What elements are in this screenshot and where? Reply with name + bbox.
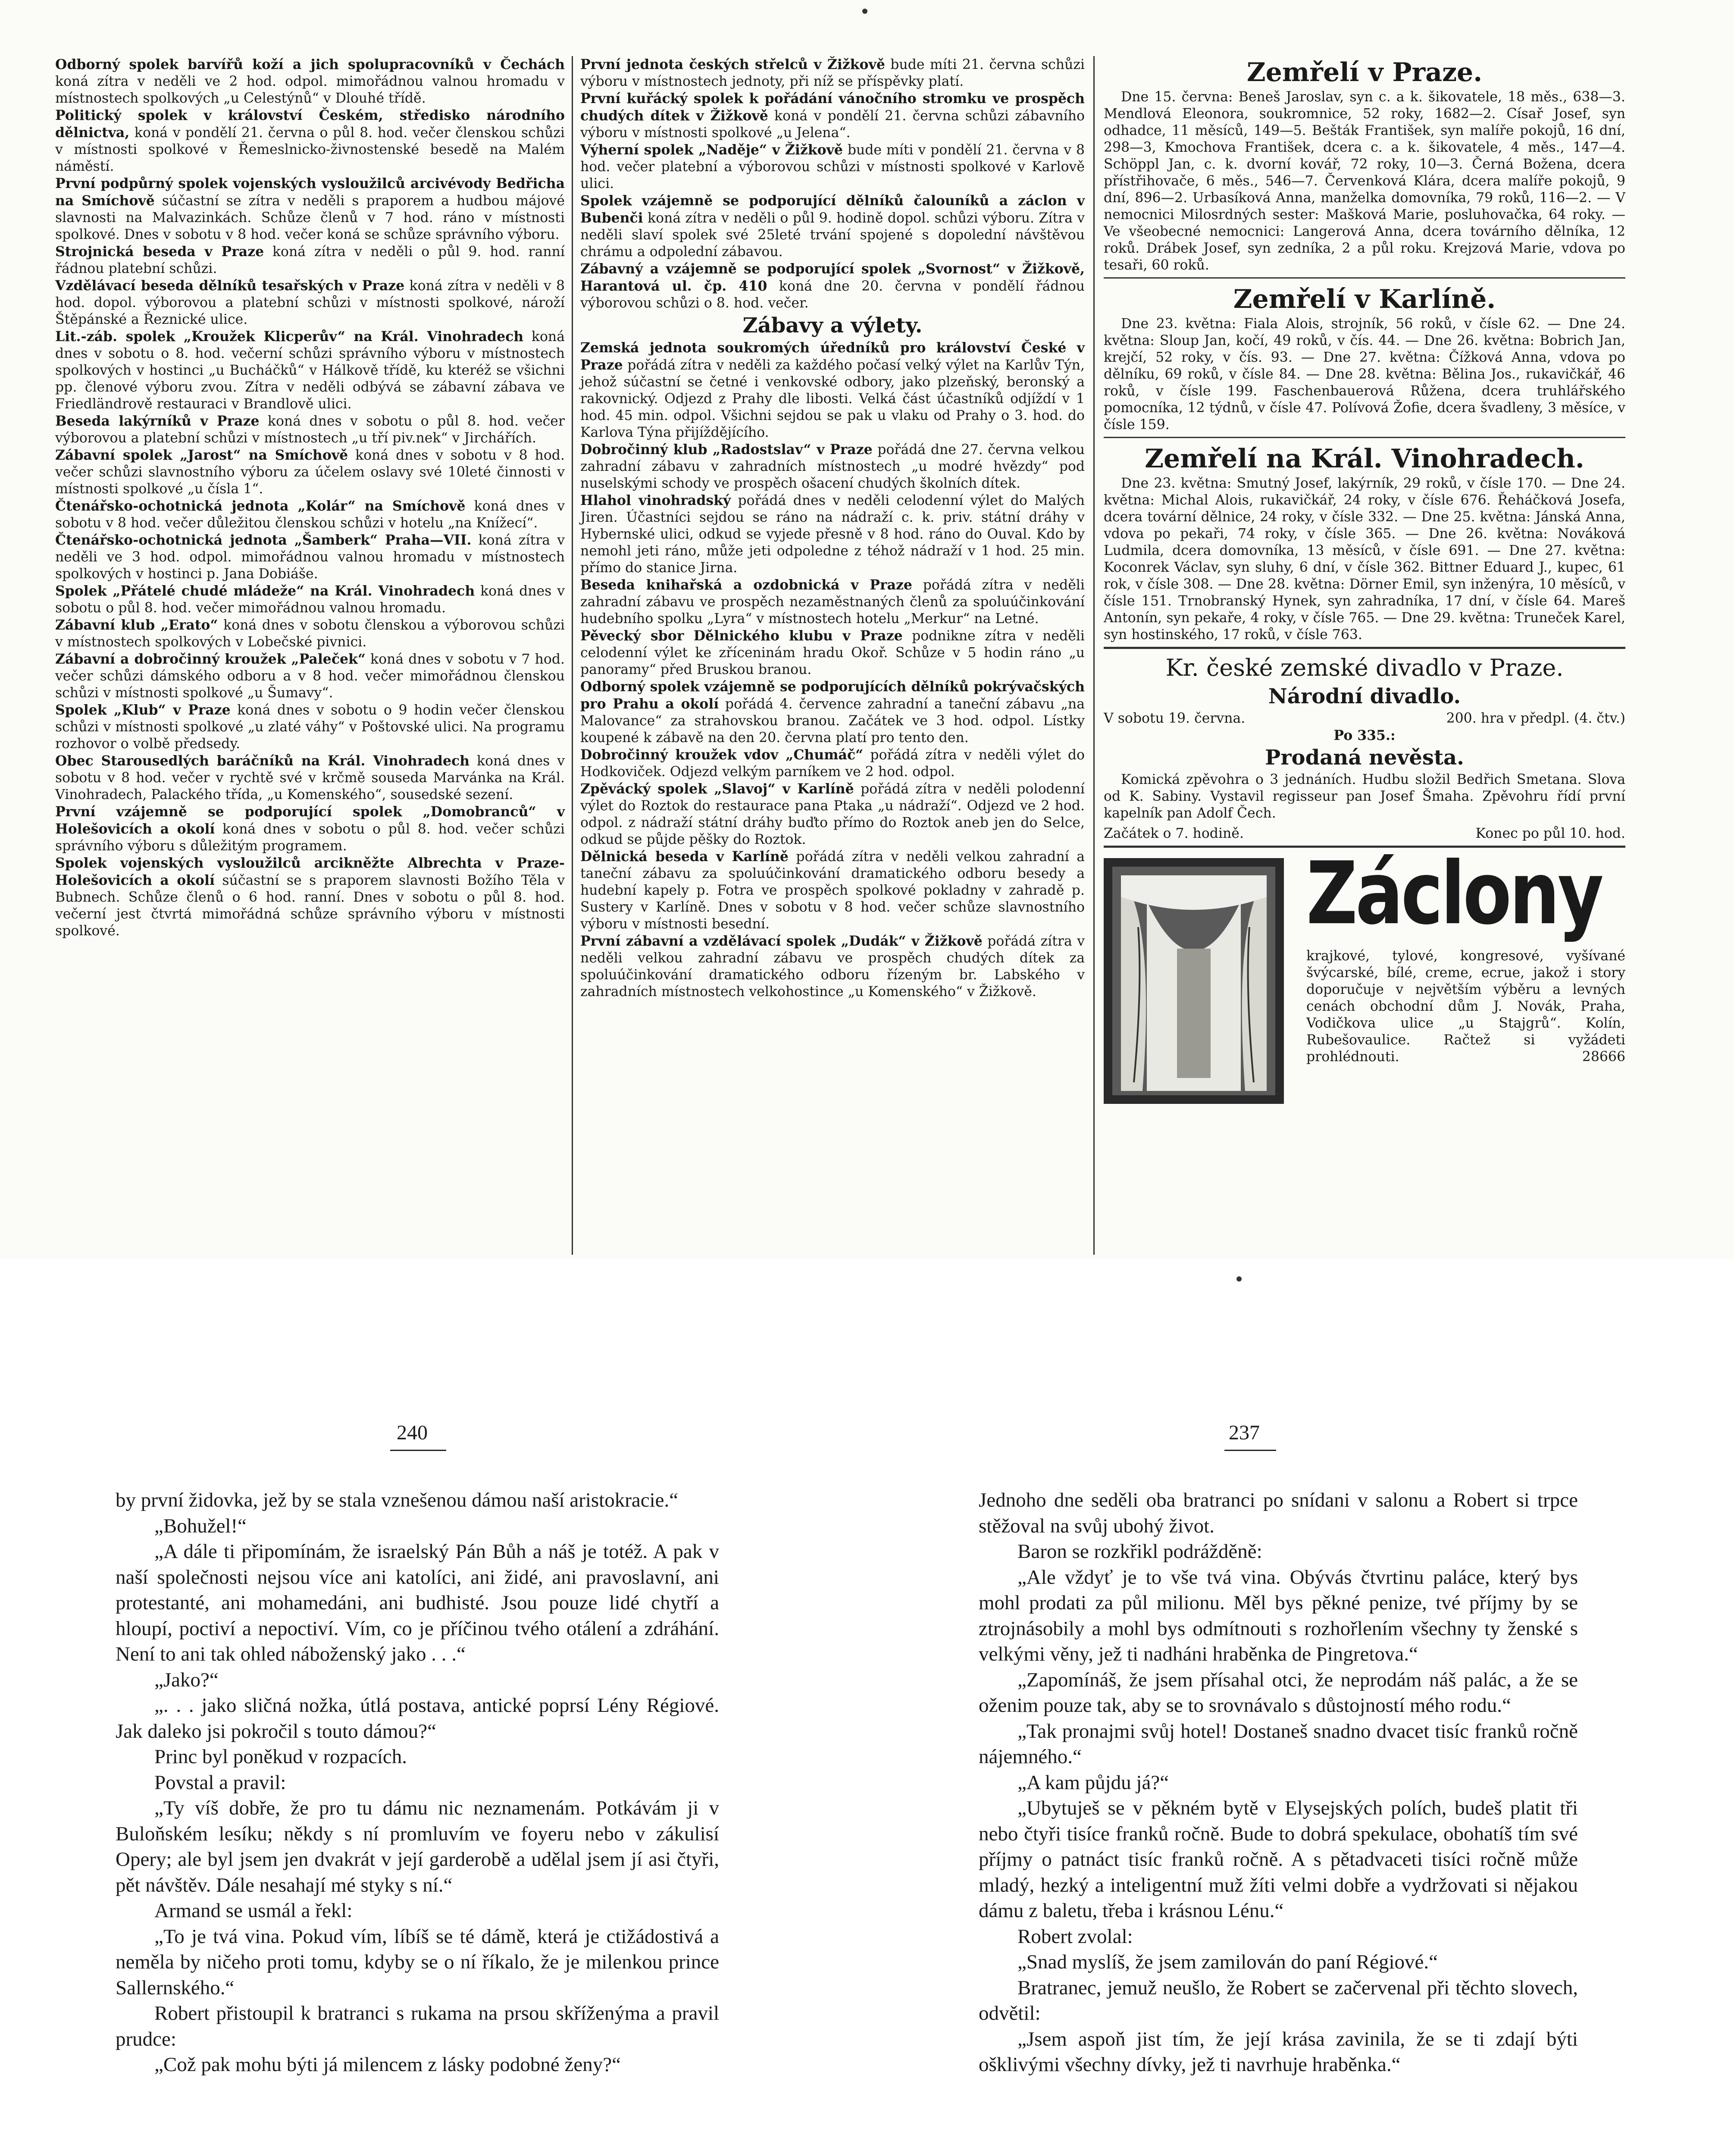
book-paragraph: „Jako?“ (154, 1668, 219, 1691)
book-paragraph: Baron se rozkřikl podrážděně: (1017, 1540, 1262, 1563)
folio-rule (390, 1450, 446, 1451)
theatre-number: Po 335.: (1333, 727, 1396, 743)
event-notice: Hlahol vinohradský pořádá dnes v neděli celodenní výlet do Malých Jiren. Účastníci sejdou se ráno na nádraží c. k. priv. státní dráhy v Hybernské ulici, odkud se vyjede přesně v 8 hod. ráno do Ouval. Kdo by nemohl jeti ráno, může jeti odpoledne z téhož nádraží v 1 hod. 25 min. přímo do stanice Jirna. (580, 492, 1085, 576)
divider (1104, 647, 1625, 649)
book-paragraph: Povstal a pravil: (154, 1771, 286, 1794)
page-number-right: 237 (1229, 1421, 1260, 1444)
ad-text (1306, 948, 1625, 1065)
event-notice: Beseda knihařská a ozdobnická v Praze pořádá zítra v neděli zahradní zábavu ve prospěch nezaměstnaných členů za spoluúčinkování hudebního spolku „Lyra“ v místnostech hotelu „Merkur“ na Letné. (580, 577, 1085, 627)
event-notice: Pěvecký sbor Dělnického klubu v Praze podnikne zítra v neděli celodenní výlet ke zříceninám hradu Okoř. Schůze v 5 hodin ráno „u panoramy“ před Bruskou branou. (580, 628, 1085, 677)
theatre-title: Kr. české zemské divadlo v Praze. (1165, 654, 1564, 681)
book-page-right (979, 1488, 1578, 2078)
column-rule (572, 56, 573, 1255)
club-notice: Zábavní klub „Erato“ koná dnes v sobotu členskou a výborovou schůzi v místnostech spolkových v Lobečské pivnici. (55, 617, 565, 650)
club-notice: Zábavný a vzájemně se podporující spolek „Svornost“ v Žižkově, Harantová ul. čp. 410 koná dne 20. června v pondělí řádnou výborovou schůzi o 8. hod. večer. (580, 261, 1085, 311)
club-notice: Spolek „Přátelé chudé mládeže“ na Král. Vinohradech koná dnes v sobotu o půl 8. hod. večer mimořádnou valnou hromadu. (55, 583, 565, 616)
club-notice: Politický spolek v království Českém, středisko národního dělnictva, koná v pondělí 21. června o půl 8. hod. večer členskou schůzi v místnosti spolkové v Řemeslnicko-živnostenské besedě na Malém náměstí. (55, 107, 565, 174)
book-paragraph: „Ty víš dobře, že pro tu dámu nic neznamenám. Potkávám ji v Buloňském lesíku; někdy s ní promluvím ve foyeru nebo v zákulisí Opery; ale byl jsem jen dvakrát v její garderobě a udělal jsem jí asi čtyři, pět návštěv. Dále nesahají mé styky s ní.“ (116, 1797, 719, 1896)
deaths-prague-heading: Zemřelí v Praze. (1246, 57, 1483, 88)
curtain-illustration (1104, 858, 1284, 1104)
book-paragraph: Princ byl poněkud v rozpacích. (154, 1745, 407, 1768)
book-paragraph: „A kam půjdu já?“ (1017, 1771, 1169, 1794)
book-paragraph: „Ubytuješ se v pěkném bytě v Elysejských polích, budeš platit tři nebo čtyři tisíce franků ročně. Bude to dobrá spekulace, obohatíš tím své příjmy o patnáct tisíc franků ročně. A s pětadvaceti tisíci ročně může mladý, hezký a inteligentní muž žíti velmi dobře a vydržovati si nějakou dámu z baletu, třeba i krásnou Lénu.“ (979, 1797, 1578, 1922)
club-notice: Lit.-záb. spolek „Kroužek Klicperův“ na Král. Vinohradech koná dnes v sobotu o 8. hod. večerní schůzi správního výboru v místnostech spolkových v hostinci „u Bucháčků“ v Hálkově třídě, ku kteréž se všichni pp. členové výboru zvou. Zítra v neděli odbývá se zábavní zábava ve Friedländrově restauraci v Brandlově ulici. (55, 329, 565, 412)
deaths-karlin-heading: Zemřelí v Karlíně. (1233, 284, 1496, 314)
club-notice: První vzájemně se podporující spolek „Domobranců“ v Holešovicích a okolí koná dnes v sobotu o půl 8. hod. večer schůzi správního výboru s důležitým programem. (55, 804, 565, 854)
punch-mark (862, 9, 867, 14)
ad-number: 28666 (1582, 1049, 1625, 1065)
theatre-start: Začátek o 7. hodině. (1104, 826, 1244, 841)
punch-mark (1236, 1276, 1242, 1282)
deaths-vinohrady-heading: Zemřelí na Král. Vinohradech. (1145, 444, 1584, 474)
book-paragraph: Bratranec, jemuž neušlo, že Robert se začervenal při těchto slovech, odvětil: (979, 1976, 1578, 2024)
club-notice: Výherní spolek „Naděje“ v Žižkově bude míti v pondělí 21. června v 8 hod. večer platební a výborovou schůzi v místnosti spolkové v Karlově ulici. (580, 142, 1085, 191)
ad-headline: Záclony (1306, 843, 1602, 944)
page-number-left: 240 (397, 1421, 428, 1444)
club-notice: První jednota českých střelců v Žižkově bude míti 21. června schůzi výboru v místnostech jednoty, při níž se příspěvky platí. (580, 56, 1085, 89)
book-paragraph: „. . . jako sličná nožka, útlá postava, antické poprsí Lény Régiové. Jak daleko jsi pokročil s touto dámou?“ (116, 1694, 719, 1742)
theatre-end: Konec po půl 10. hod. (1475, 826, 1625, 841)
book-paragraph: „Bohužel!“ (154, 1514, 247, 1537)
events-column (580, 56, 1085, 1000)
event-notice: Odborný spolek vzájemně se podporujících dělníků pokrývačských pro Prahu a okolí pořádá 4. července zahradní a taneční zábavu „na Malovance“ za strahovskou branou. Začátek ve 3 hod. odpol. Lístky koupené k zábavě na den 20. června platí pro tento den. (580, 679, 1085, 746)
club-notice: Zábavní a dobročinný kroužek „Paleček“ koná dnes v sobotu v 7 hod. večer schůzi dámského odboru a v 8 hod. večer mimořádnou členskou schůzi v místnosti spolkové „u Šumavy“. (55, 651, 565, 701)
book-paragraph: „Snad myslíš, že jsem zamilován do paní Régiové.“ (1017, 1951, 1438, 1973)
book-paragraph: „To je tvá vina. Pokud vím, líbíš se té dámě, která je ctižádostivá a neměla by ničeho proti tomu, kdyby se o ní říkalo, že je milenkou prince Sallernského.“ (116, 1925, 719, 1999)
club-notice: Spolek vzájemně se podporující dělníků čalouníků a záclon v Bubenči koná zítra v neděli o půl 9. hodině dopol. schůzi výboru. Zítra v neděli slaví spolek své 25leté trvání spojené s dopolední návštěvou chrámu a odpolední zábavou. (580, 193, 1085, 260)
book-paragraph: „Ale vždyť je to vše tvá vina. Obývás čtvrtinu paláce, který bys mohl prodati za půl milionu. Měl bys pěkné penize, tvé příjmy by se ztrojnásobily a mohl bys odmítnouti s rozhořlením všechny ty ženské s velkými věny, jež ti nadháni hraběnka de Pingretova.“ (979, 1566, 1578, 1665)
ad-body: krajkové, tylové, kongresové, vyšívané švýcarské, bílé, creme, ecrue, jakož i story doporučuje v největším výběru a levných cenách obchodní dům J. Novák, Praha, Vodičkova ulice „u Stajgrů“. Kolín, Rubešovaulice. Račtež si vyžádeti prohlédnouti. (1306, 948, 1625, 1065)
club-notice: Odborný spolek barvířů koží a jich spolupracovníků v Čechách koná zítra v neděli ve 2 hod. odpol. mimořádnou valnou hromadu v místnostech spolkových „u Celestýnů“ v Dlouhé třídě. (55, 56, 565, 106)
book-paragraph: „Jsem aspoň jist tím, že její krása zavinila, že se ti zdají býti ošklivými všechny dívky, jež ti navrhuje hraběnka.“ (979, 2028, 1578, 2076)
book-paragraph: „Což pak mohu býti já milencem z lásky podobné ženy?“ (154, 2053, 621, 2076)
club-notice: Strojnická beseda v Praze koná zítra v neděli o půl 9. hod. ranní řádnou platební schůzi. (55, 244, 565, 276)
book-paragraph: Armand se usmál a řekl: (154, 1899, 353, 1922)
club-notices-column (55, 56, 565, 940)
club-notice: Čtenářsko-ochotnická jednota „Šamberk“ Praha—VII. koná zítra v neděli ve 3 hod. odpol. mimořádnou valnou hromadu v místnostech spolkových v hostinci p. Jana Dobiáše. (55, 532, 565, 582)
theatre-times (1104, 825, 1625, 842)
obituaries-column (1104, 56, 1625, 1107)
book-paragraph: Robert přistoupil k bratranci s rukama na prsou skříženýma a pravil prudce: (116, 2002, 719, 2050)
theatre-name: Národní divadlo. (1268, 684, 1461, 708)
deaths-karlin-text: Dne 23. května: Fiala Alois, strojník, 56 roků, v čísle 62. — Dne 24. května: Sloup Jan, kočí, 49 roků, v čís. 44. — Dne 26. května: Bobrich Jan, krejčí, 52 roky, v čís. 93. — Dne 27. května: Čížková Anna, vdova po dělníku, 69 roků, v čísle 84. — Dne 28. května: Bělina Jos., rukavičkář, 46 roků, v čísle 199. Faschenbauerová Růžena, dcera truhlářského pomocníka, 12 týdnů, v čísle 47. Polívová Žofie, dcera švadleny, 3 měsíce, v čísle 159. (1104, 316, 1625, 432)
deaths-vinohrady-text: Dne 23. května: Smutný Josef, lakýrník, 29 roků, v čísle 170. — Dne 24. května: Michal Alois, rukavičkář, 24 roky, v čísle 676. Řeháčková Josefa, dcera tovární dělnice, 24 roky, v čísle 332. — Dne 25. května: Jánská Anna, vdova po pekaři, 74 roky, v čísle 365. — Dne 26. května: Nováková Ludmila, dcera domovníka, 13 měsíců, v čísle 691. — Dne 27. května: Koconrek Václav, syn sluhy, 6 dní, v čísle 362. Bittner Eduard J., kupec, 61 rok, v čísle 308. — Dne 28. května: Dörner Emil, syn inženýra, 10 měsíců, v čísle 151. Trnobranský Hynek, syn zahradníka, 17 dní, v čísle 64. Mareš Antonín, syn pekaře, 4 roky, v čísle 765. — Dne 29. května: Truneček Karel, syn hostinského, 17 roků, v čísle 763. (1104, 476, 1625, 642)
trips-notices (580, 339, 1085, 1000)
theatre-play: Prodaná nevěsta. (1265, 746, 1464, 770)
club-notice: Zábavní spolek „Jarost“ na Smíchově koná dnes v sobotu v 8 hod. večer schůzi slavnostního výboru za účelem oslavy své 10leté činnosti v místnosti spolkové „u čísla 1“. (55, 447, 565, 497)
club-notice: Spolek „Klub“ v Praze koná dnes v sobotu o 9 hodin večer členskou schůzi v místnosti spolkové „u zlaté váhy“ v Poštovské ulici. Na programu rozhovor o volbě předsedy. (55, 702, 565, 752)
club-notice: První kuřácký spolek k pořádání vánočního stromku ve prospěch chudých dítek v Žižkově koná v pondělí 21. června schůzi zábavního výboru v místnosti spolkové „u Jelena“. (580, 91, 1085, 141)
theatre-date: V sobotu 19. června. (1104, 711, 1246, 726)
club-notice: Obec Starousedlých baráčníků na Král. Vinohradech koná dnes v sobotu v 8 hod. večer v rychtě své v krčmě souseda Marvánka na Král. Vinohradech, Palackého třída, „u Komenského“, sousedské sezení. (55, 753, 565, 802)
events-notices (580, 56, 1085, 312)
book-paragraph: „Zapomínáš, že jsem přísahal otci, že neprodám náš palác, a že se oženim pouze tak, aby se to srovnávalo s důstojností mého rodu.“ (979, 1668, 1578, 1717)
folio-rule (1224, 1450, 1276, 1451)
club-notice: Vzdělávací beseda dělníků tesařských v Praze koná zítra v neděli v 8 hod. dopol. výborovou a platební schůzi v místnosti spolkové, nároží Štěpánské a Řeznické ulice. (55, 278, 565, 327)
column-rule (1093, 56, 1095, 1255)
club-notice: Spolek vojenských vysloužilců arcikněžte Albrechta v Praze-Holešovicích a okolí súčastní se s praporem slavnosti Božího Těla v Bubnech. Schůze členů o 6 hod. ranní. Dnes v sobotu o půl 8. hod. večerní jest čtvrtá mimořádná schůze správního výboru v místnosti spolkové. (55, 855, 565, 939)
book-paragraph: Robert zvolal: (1017, 1925, 1133, 1948)
book-paragraph: Jednoho dne seděli oba bratranci po snídani v salonu a Robert si trpce stěžoval na svůj ubohý život. (979, 1489, 1578, 1537)
theatre-performance: 200. hra v předpl. (4. čtv.) (1446, 711, 1625, 726)
club-notice: Čtenářsko-ochotnická jednota „Kolár“ na Smíchově koná dnes v sobotu v 8 hod. večer důležitou členskou schůzi v hotelu „na Knížecí“. (55, 498, 565, 531)
book-paragraph: „A dále ti připomínám, že israelský Pán Bůh a náš je totéž. A pak v naší společnosti nejsou více ani katolíci, ani židé, ani pravoslavní, ani protestanté, ani mohamedáni, ani budhisté. Jsou pouze lidé chytří a hloupí, poctiví a nepoctiví. Vím, co je příčinou tvého otálení a zdráhání. Není to ani tak ohled náboženský jako . . .“ (116, 1540, 719, 1665)
book-page-left (116, 1488, 719, 2078)
event-notice: Dobročinný kroužek vdov „Chumáč“ pořádá zítra v neděli výlet do Hodkoviček. Odjezd velkým parníkem ve 2 hod. odpol. (580, 747, 1085, 780)
event-notice: První zábavní a vzdělávací spolek „Dudák“ v Žižkově pořádá zítra v neděli velkou zahradní zábavu ve prospěch chudých dítek za spoluúčinkování dramatického odboru řízeným br. Labského v zahradních místnostech velkohostince „u Komenského“ v Žižkově. (580, 933, 1085, 1000)
divider (1104, 437, 1625, 438)
divider (1104, 277, 1625, 279)
event-notice: Dělnická beseda v Karlíně pořádá zítra v neděli velkou zahradní a taneční zábavu za spoluúčinkování dramatického odboru besedy a hudební kapely p. Fotra ve prospěch spolkové pokladny v zahradě p. Sustery v Karlíně. Dnes v sobotu v 8 hod. večer schůze slavnostního výboru v místnosti besední. (580, 849, 1085, 932)
theatre-date-row (1104, 710, 1625, 727)
club-notice: Beseda lakýrníků v Praze koná dnes v sobotu o půl 8. hod. večer výborovou a platební schůzi v místnostech „u tří piv.nek“ v Jirchářích. (55, 413, 565, 446)
event-notice: Zpěvácký spolek „Slavoj“ v Karlíně pořádá zítra v neděli polodenní výlet do Roztok do restaurace pana Ptaka „u nádraží“. Odjezd ve 2 hod. odpol. z nádraží státní dráhy buďto přímo do Roztok aneb jen do Selce, odkud se půjde pěšky do Roztok. (580, 781, 1085, 847)
curtains-advertisement (1104, 843, 1625, 1107)
book-paragraph: by první židovka, jež by se stala vznešenou dámou naší aristokracie.“ (116, 1489, 679, 1511)
deaths-prague-text: Dne 15. června: Beneš Jaroslav, syn c. a k. šikovatele, 18 měs., 638—3. Mendlová Eleonora, soukromnice, 52 roky, 1682—2. Císař Josef, syn odhadce, 11 měsíců, 149—5. Bešták František, syn malíře pokojů, 16 dní, 298—3, Kmochova František, dcera c. a k. šikovatele, 4 měs., 147—4. Schöppl Jan, c. k. dvorní kovář, 72 roky, 10—3. Černá Božena, dcera přístřihovače, 6 měs., 546—7. Červenková Klára, dcera malíře pokojů, 9 dní, 896—2. Urbasíková Anna, manželka domovníka, 79 roků, 116—2. — V nemocnici Milosrdných sester: Mašková Marie, posluhovačka, 64 roky. — Ve všeobecné nemocnici: Langerová Anna, dcera továrního dělníka, 12 roků. Drábek Josef, syn zedníka, 2 a půl roku. Krejzová Marie, vdova po tesaři, 60 roků. (1104, 89, 1625, 273)
book-paragraph: „Tak pronajmi svůj hotel! Dostaneš snadno dvacet tisíc franků ročně nájemného.“ (979, 1720, 1578, 1768)
event-notice: Dobročinný klub „Radostslav“ v Praze pořádá dne 27. června velkou zahradní zábavu v zahradních místnostech „u modré hvězdy“ pod nuselskými schody ve prospěch ošacení chudých školních dítek. (580, 442, 1085, 491)
theatre-description: Komická zpěvohra o 3 jednáních. Hudbu složil Bedřich Smetana. Slova od K. Sabiny. Vystavil regisseur pan Josef Šmaha. Zpěvohru řídí první kapelník pan Adolf Čech. (1104, 772, 1625, 821)
event-notice: Zemská jednota soukromých úředníků pro království České v Praze pořádá zítra v neděli za každého počasí velký výlet na Karlův Týn, jehož súčastní se četné i venkovské odbory, jako plzeňský, beronský a rakovnický. Odjezd z Prahy dle libosti. Velká část účastníků odjíždí v 1 hod. 45 min. odpol. Všichni sejdou se pak u vlaku od Prahy o 3. hod. do Karlova Týna přijíždějícího. (580, 340, 1085, 440)
club-notice: První podpůrný spolek vojenských vysloužilců arcivévody Bedřicha na Smíchově súčastní se zítra v neděli s praporem a hudbou májové slavnosti na Malvazinkách. Schůze členů v 7 hod. ráno v místnosti spolkové. Dnes v sobotu v 8 hod. večer koná se schůze správního výboru. (55, 175, 565, 242)
events-heading: Zábavy a výlety. (742, 313, 923, 338)
